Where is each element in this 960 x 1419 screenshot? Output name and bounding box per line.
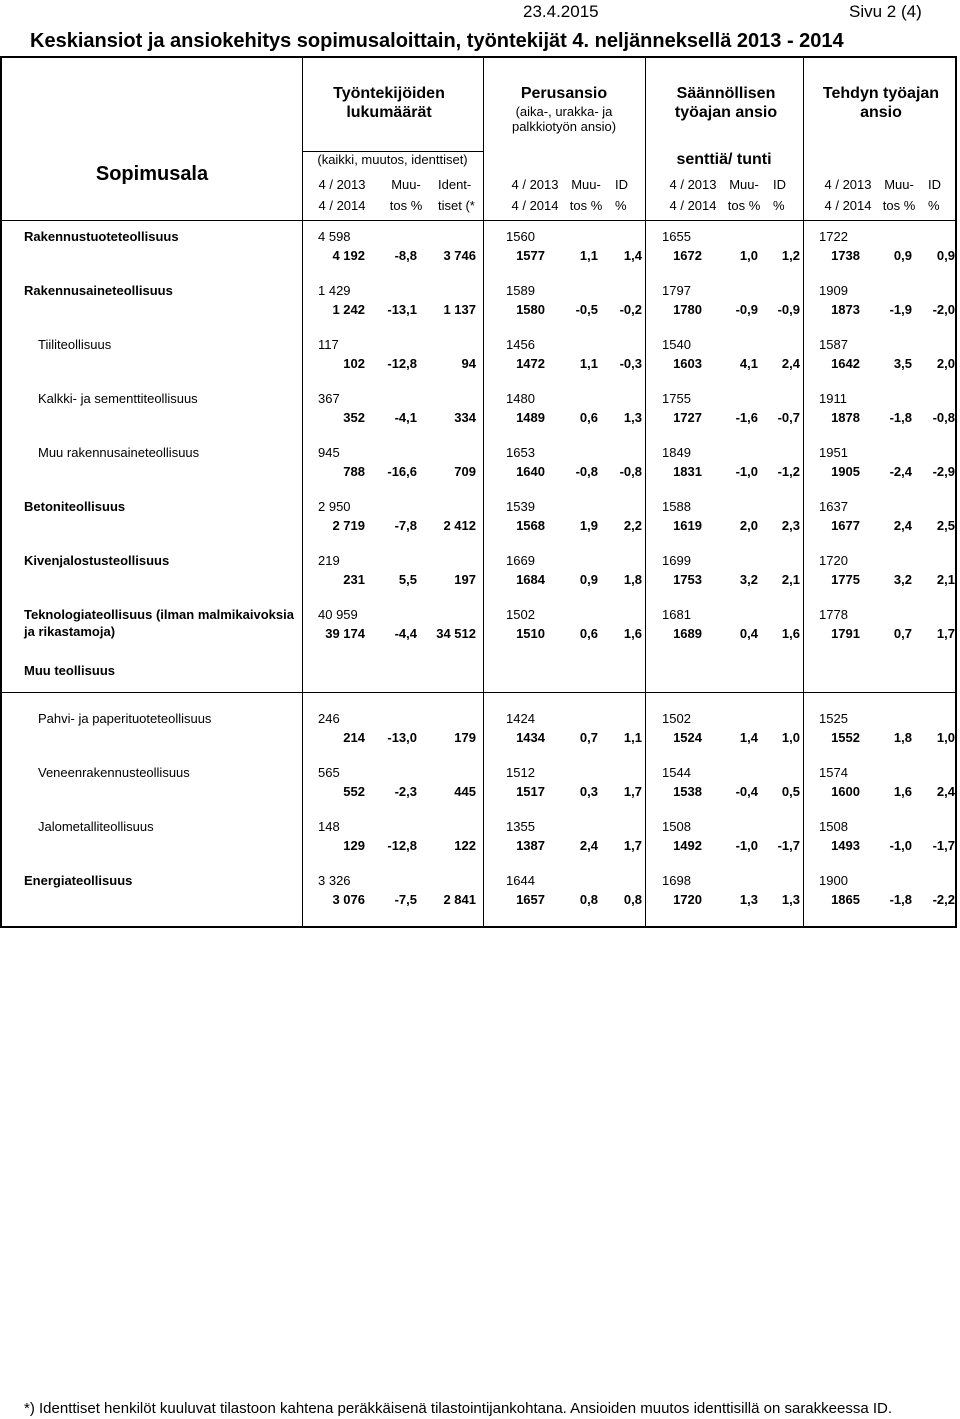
table-row (2, 872, 959, 912)
cell-2014: 2,5 (936, 518, 955, 533)
earnings-table (0, 56, 957, 928)
cell-2014: 1657 (516, 892, 545, 907)
change-header: Muu- tos % (569, 177, 603, 213)
cell-2014: 1865 (831, 892, 860, 907)
table-row (2, 390, 959, 430)
cell-2014: 0,8 (623, 892, 642, 907)
cell-2013: 1502 (662, 711, 691, 726)
cell-2013: 40 959 (318, 607, 358, 622)
cell-2014: 2,1 (936, 572, 955, 587)
cell-2013: 1778 (819, 607, 848, 622)
cell-2014: 2,1 (781, 572, 800, 587)
cell-2014: 552 (343, 784, 365, 799)
cell-2014: 197 (454, 572, 476, 587)
row-label: Betoniteollisuus (24, 499, 126, 514)
workers-subheader: (kaikki, muutos, identtiset) (317, 152, 468, 167)
cell-2014: 1720 (673, 892, 702, 907)
cell-2013: 1698 (662, 873, 691, 888)
period-header: 4 / 2013 4 / 2014 (318, 177, 366, 213)
cell-2014: 1,2 (781, 248, 800, 263)
cell-2013: 4 598 (318, 229, 351, 244)
cell-2014: 2,3 (781, 518, 800, 533)
cell-2014: 3 076 (332, 892, 365, 907)
cell-2014: 1,1 (579, 356, 598, 371)
cell-2014: 2,4 (936, 784, 955, 799)
cell-2014: 1689 (673, 626, 702, 641)
cell-2014: 129 (343, 838, 365, 853)
cell-2014: 3,2 (893, 572, 912, 587)
cell-2014: 1753 (673, 572, 702, 587)
cell-2014: 1568 (516, 518, 545, 533)
cell-2014: 1672 (673, 248, 702, 263)
cell-2013: 1525 (819, 711, 848, 726)
cell-2014: 1873 (831, 302, 860, 317)
id-header: ID % (773, 177, 786, 213)
cell-2014: 1600 (831, 784, 860, 799)
cell-2014: 1517 (516, 784, 545, 799)
cell-2013: 1900 (819, 873, 848, 888)
cell-2013: 1 429 (318, 283, 351, 298)
cell-2014: 709 (454, 464, 476, 479)
cell-2014: 2 412 (443, 518, 476, 533)
cell-2014: 102 (343, 356, 365, 371)
table-row (2, 764, 959, 804)
cell-2013: 1911 (819, 391, 847, 406)
table-row (2, 282, 959, 322)
change-header: Muu- tos % (727, 177, 761, 213)
row-label: Teknologiateollisuus (ilman malmikaivoksia (24, 607, 294, 622)
cell-2013: 1587 (819, 337, 848, 352)
cell-2014: 39 174 (325, 626, 365, 641)
cell-2014: 1,4 (739, 730, 758, 745)
cell-2014: 2,2 (623, 518, 642, 533)
cell-2013: 1755 (662, 391, 691, 406)
cell-2013: 1502 (506, 607, 535, 622)
cell-2014: -7,8 (394, 518, 417, 533)
cell-2014: 1,8 (623, 572, 642, 587)
cell-2014: 1,4 (623, 248, 642, 263)
cell-2014: 0,8 (579, 892, 598, 907)
cell-2014: -1,0 (735, 464, 758, 479)
cell-2013: 1722 (819, 229, 848, 244)
cell-2014: -2,3 (394, 784, 417, 799)
cell-2014: 1684 (516, 572, 545, 587)
cell-2014: 445 (454, 784, 476, 799)
period-header: 4 / 2013 4 / 2014 (824, 177, 872, 213)
cell-2014: 2,0 (739, 518, 758, 533)
cell-2014: 0,3 (579, 784, 598, 799)
cell-2013: 1653 (506, 445, 535, 460)
cell-2013: 1588 (662, 499, 691, 514)
cell-2014: 1,7 (623, 838, 642, 853)
cell-2014: 334 (454, 410, 476, 425)
cell-2014: 1489 (516, 410, 545, 425)
cell-2013: 117 (318, 337, 339, 352)
cell-2014: -2,4 (889, 464, 912, 479)
cell-2014: -7,5 (394, 892, 417, 907)
cell-2014: -8,8 (394, 248, 417, 263)
cell-2014: -12,8 (387, 356, 417, 371)
row-label: Muu rakennusaineteollisuus (38, 445, 200, 460)
row-label: Pahvi- ja paperituoteteollisuus (38, 711, 212, 726)
cell-2014: 122 (454, 838, 476, 853)
id-header: ID % (615, 177, 628, 213)
cell-2014: -4,4 (394, 626, 417, 641)
cell-2013: 1720 (819, 553, 848, 568)
cell-2014: 1905 (831, 464, 860, 479)
cell-2014: -1,8 (889, 410, 912, 425)
cell-2014: 1677 (831, 518, 860, 533)
cell-2013: 1456 (506, 337, 535, 352)
cell-2014: 1878 (831, 410, 860, 425)
cell-2014: 1,6 (781, 626, 800, 641)
sopimusala-header: Sopimusala (95, 163, 209, 185)
cell-2013: 367 (318, 391, 340, 406)
header-bottom-line (2, 220, 955, 221)
cell-2013: 1539 (506, 499, 535, 514)
change-header: Muu- tos % (389, 177, 423, 213)
cell-2014: 4,1 (739, 356, 758, 371)
cell-2014: 1738 (831, 248, 860, 263)
cell-2014: -1,8 (889, 892, 912, 907)
cell-2014: 1 242 (332, 302, 365, 317)
cell-2013: 1544 (662, 765, 691, 780)
cell-2014: -0,2 (619, 302, 642, 317)
cell-2014: -16,6 (387, 464, 417, 479)
cell-2014: 0,5 (781, 784, 800, 799)
table-row (2, 552, 959, 592)
cell-2013: 219 (318, 553, 340, 568)
cell-2014: 1,0 (739, 248, 758, 263)
cell-2014: -0,5 (575, 302, 598, 317)
cell-2013: 1574 (819, 765, 848, 780)
cell-2014: 1,7 (936, 626, 955, 641)
cell-2014: 1,0 (936, 730, 955, 745)
cell-2013: 1540 (662, 337, 691, 352)
cell-2014: 1791 (831, 626, 860, 641)
row-label: Energiateollisuus (24, 873, 133, 888)
row-label: Rakennusaineteollisuus (24, 283, 173, 298)
cell-2014: -2,0 (932, 302, 955, 317)
cell-2013: 1849 (662, 445, 691, 460)
row-label: Kalkki- ja sementtiteollisuus (38, 391, 198, 406)
row-label-continued: ja rikastamoja) (24, 624, 116, 639)
cell-2014: 5,5 (398, 572, 417, 587)
cell-2014: 1603 (673, 356, 702, 371)
cell-2014: 1577 (516, 248, 545, 263)
cell-2014: 788 (343, 464, 365, 479)
cell-2014: 3,2 (739, 572, 758, 587)
cell-2014: 2,0 (936, 356, 955, 371)
base-subheader: (aika-, urakka- ja palkkiotyön ansio) (511, 104, 617, 134)
cell-2014: -0,8 (932, 410, 955, 425)
base-header: Perusansio (520, 85, 608, 102)
cell-2014: 1 137 (443, 302, 476, 317)
cell-2013: 1480 (506, 391, 535, 406)
cell-2014: 231 (343, 572, 365, 587)
cell-2014: 1,9 (579, 518, 598, 533)
table-row (2, 710, 959, 750)
cell-2014: -1,7 (932, 838, 955, 853)
cell-2014: 34 512 (436, 626, 476, 641)
cell-2014: 2 841 (443, 892, 476, 907)
cell-2014: -1,6 (735, 410, 758, 425)
cell-2013: 1909 (819, 283, 848, 298)
cell-2014: 1,6 (623, 626, 642, 641)
cell-2014: -1,0 (735, 838, 758, 853)
cell-2014: 1524 (673, 730, 702, 745)
cell-2014: 1,8 (893, 730, 912, 745)
cell-2013: 1637 (819, 499, 848, 514)
cell-2014: 94 (461, 356, 476, 371)
cell-2014: 1,7 (623, 784, 642, 799)
cell-2014: 1619 (673, 518, 702, 533)
cell-2014: -13,0 (387, 730, 417, 745)
cell-2014: 0,6 (579, 410, 598, 425)
cell-2013: 1508 (662, 819, 691, 834)
row-label: Muu teollisuus (24, 663, 115, 678)
row-label: Rakennustuoteteollisuus (24, 229, 179, 244)
worked-header: Tehdyn työajan ansio (822, 85, 940, 121)
cell-2014: 3,5 (893, 356, 912, 371)
cell-2014: 1,6 (893, 784, 912, 799)
cell-2013: 3 326 (318, 873, 351, 888)
cell-2014: 1,3 (781, 892, 800, 907)
cell-2014: 2,4 (579, 838, 598, 853)
cell-2014: 1780 (673, 302, 702, 317)
cell-2014: 0,7 (579, 730, 598, 745)
cell-2014: -1,0 (889, 838, 912, 853)
cell-2014: 1640 (516, 464, 545, 479)
cell-2013: 1560 (506, 229, 535, 244)
page-number: Sivu 2 (4) (849, 2, 922, 21)
cell-2014: -0,9 (735, 302, 758, 317)
cell-2013: 1797 (662, 283, 691, 298)
table-row (2, 228, 959, 268)
cell-2013: 1699 (662, 553, 691, 568)
cell-2014: 1,0 (781, 730, 800, 745)
cell-2014: 352 (343, 410, 365, 425)
table-row (2, 606, 959, 646)
cell-2014: 1,1 (623, 730, 642, 745)
cell-2013: 1424 (506, 711, 535, 726)
cell-2014: -4,1 (394, 410, 417, 425)
period-header: 4 / 2013 4 / 2014 (669, 177, 717, 213)
cell-2013: 565 (318, 765, 340, 780)
report-date: 23.4.2015 (523, 2, 599, 21)
cell-2014: -0,8 (619, 464, 642, 479)
cell-2014: 1,3 (739, 892, 758, 907)
cell-2014: 3 746 (443, 248, 476, 263)
cell-2014: -1,2 (777, 464, 800, 479)
cell-2014: 4 192 (332, 248, 365, 263)
cell-2014: 1387 (516, 838, 545, 853)
id-header: ID % (928, 177, 941, 213)
cell-2014: 1510 (516, 626, 545, 641)
cell-2013: 1951 (819, 445, 848, 460)
cell-2014: 214 (343, 730, 365, 745)
cell-2014: 2,4 (893, 518, 912, 533)
cell-2013: 1681 (662, 607, 691, 622)
cell-2014: -12,8 (387, 838, 417, 853)
cell-2013: 1589 (506, 283, 535, 298)
cell-2014: 1472 (516, 356, 545, 371)
row-label: Jalometalliteollisuus (38, 819, 154, 834)
table-row (2, 336, 959, 376)
cell-2014: -0,8 (575, 464, 598, 479)
cell-2014: -0,9 (777, 302, 800, 317)
cell-2014: 0,7 (893, 626, 912, 641)
cell-2014: 1552 (831, 730, 860, 745)
cell-2013: 2 950 (318, 499, 351, 514)
unit-header: senttiä/ tunti (676, 151, 772, 168)
cell-2014: -0,4 (735, 784, 758, 799)
change-header: Muu- tos % (882, 177, 916, 213)
cell-2014: 179 (454, 730, 476, 745)
cell-2014: -0,3 (619, 356, 642, 371)
cell-2014: 0,9 (893, 248, 912, 263)
table-row (2, 498, 959, 538)
cell-2014: 1434 (516, 730, 545, 745)
cell-2014: 1580 (516, 302, 545, 317)
regular-header: Säännöllisen työajan ansio (674, 85, 778, 121)
cell-2013: 1669 (506, 553, 535, 568)
cell-2014: 1538 (673, 784, 702, 799)
cell-2014: 2,4 (781, 356, 800, 371)
period-header: 4 / 2013 4 / 2014 (511, 177, 559, 213)
cell-2014: -13,1 (387, 302, 417, 317)
workers-header: Työntekijöiden lukumäärät (333, 85, 445, 121)
cell-2013: 1355 (506, 819, 535, 834)
cell-2014: -2,2 (932, 892, 955, 907)
identical-header: Ident- tiset (* (438, 177, 475, 213)
cell-2013: 1644 (506, 873, 535, 888)
cell-2014: 1642 (831, 356, 860, 371)
cell-2014: 1775 (831, 572, 860, 587)
cell-2014: 1492 (673, 838, 702, 853)
table-row (2, 444, 959, 484)
row-label: Kivenjalostusteollisuus (24, 553, 170, 568)
cell-2014: 1,1 (579, 248, 598, 263)
cell-2014: -2,9 (932, 464, 955, 479)
table-row (2, 818, 959, 858)
cell-2013: 148 (318, 819, 340, 834)
cell-2013: 945 (318, 445, 340, 460)
cell-2014: -0,7 (777, 410, 800, 425)
cell-2014: 0,9 (936, 248, 955, 263)
cell-2014: 0,6 (579, 626, 598, 641)
footnote: *) Identtiset henkilöt kuuluvat tilastoon kahtena peräkkäisenä tilastointijankohtana. Ansioiden muutos identtisillä on sarakkeessa ID. (24, 1400, 893, 1417)
row-label: Tiiliteollisuus (38, 337, 112, 352)
cell-2013: 246 (318, 711, 340, 726)
cell-2014: 1831 (673, 464, 702, 479)
cell-2014: 1,3 (623, 410, 642, 425)
cell-2014: 2 719 (332, 518, 365, 533)
table-row (2, 662, 959, 702)
cell-2013: 1508 (819, 819, 848, 834)
cell-2014: 1493 (831, 838, 860, 853)
page-title: Keskiansiot ja ansiokehitys sopimusaloittain, työntekijät 4. neljänneksellä 2013 - 2014 (30, 30, 844, 52)
cell-2014: -1,7 (777, 838, 800, 853)
cell-2014: 0,9 (579, 572, 598, 587)
row-label: Veneenrakennusteollisuus (38, 765, 190, 780)
cell-2014: 1727 (673, 410, 702, 425)
cell-2013: 1512 (506, 765, 535, 780)
cell-2014: 0,4 (739, 626, 758, 641)
cell-2014: -1,9 (889, 302, 912, 317)
cell-2013: 1655 (662, 229, 691, 244)
